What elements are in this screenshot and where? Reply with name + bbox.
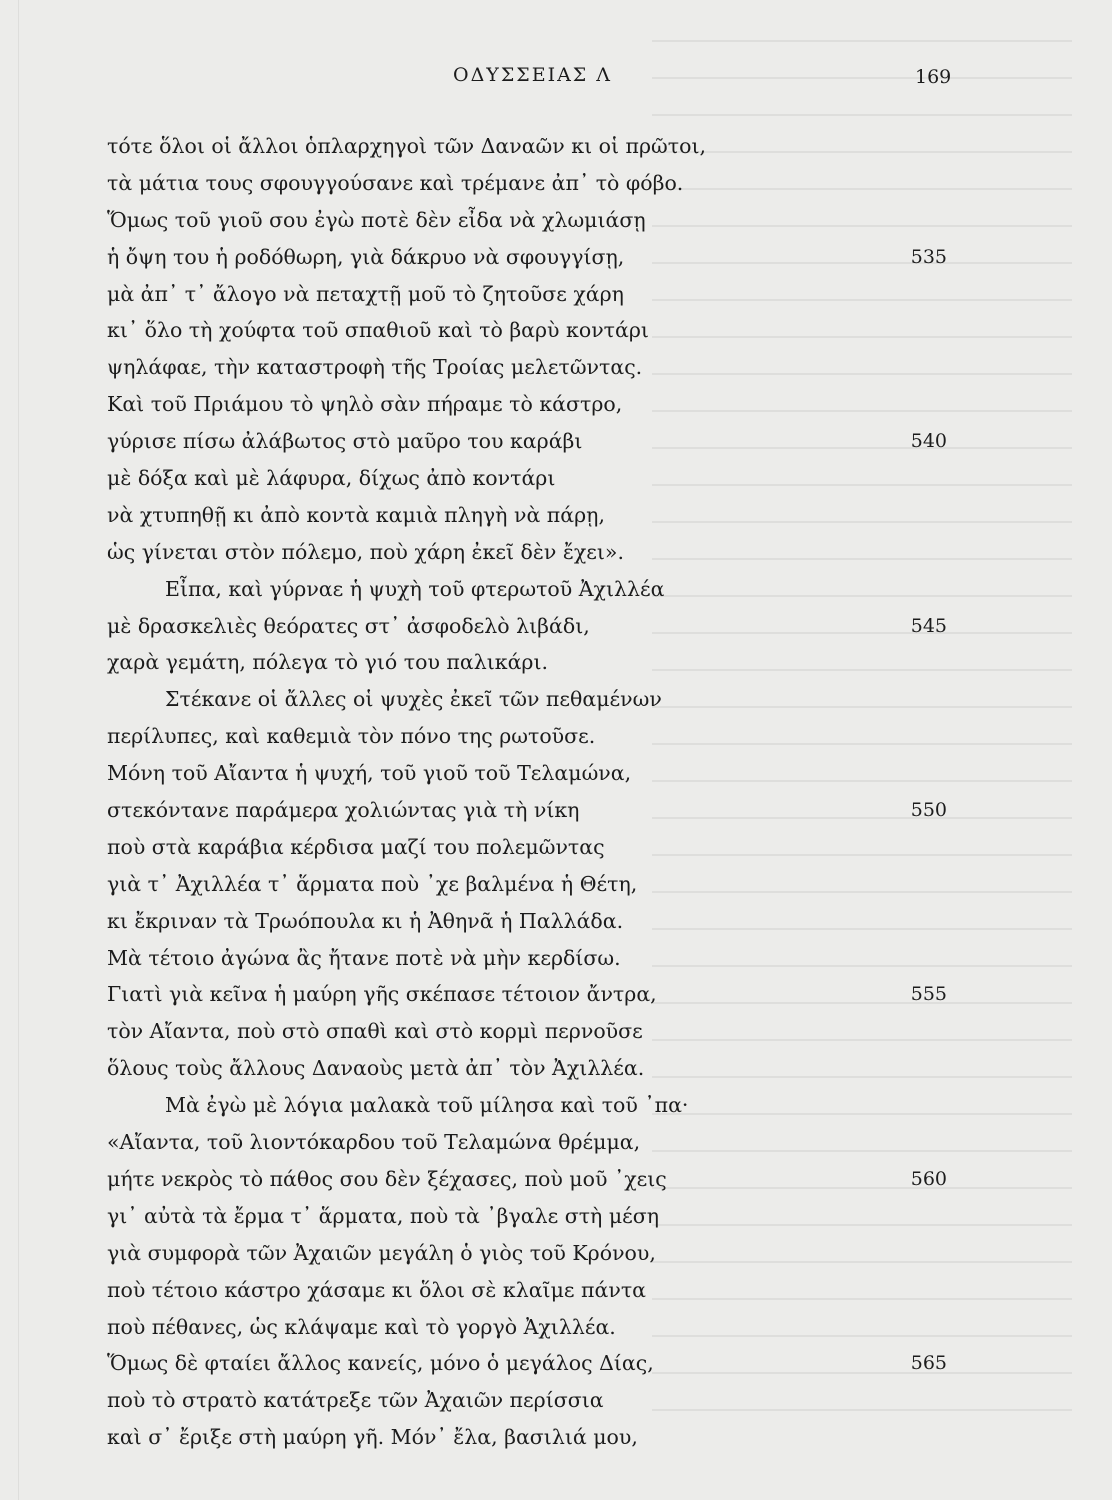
verse-text: Γιατὶ γιὰ κεῖνα ἡ μαύρη γῆς σκέπασε τέτοιον ἄντρα, <box>107 982 657 1007</box>
verse-line <box>107 497 967 534</box>
verse-line <box>107 829 967 866</box>
verse-text: Καὶ τοῦ Πριάμου τὸ ψηλὸ σὰν πήραμε τὸ κάστρο, <box>107 392 623 417</box>
verse-line <box>107 1419 967 1456</box>
verse-line <box>107 276 967 313</box>
verse-text: κι᾿ ὅλο τὴ χούφτα τοῦ σπαθιοῦ καὶ τὸ βαρὺ κοντάρι <box>107 318 649 343</box>
line-number: 565 <box>910 1352 947 1375</box>
verse-line <box>107 386 967 423</box>
verse-text: «Αἴαντα, τοῦ λιοντόκαρδου τοῦ Τελαμώνα θρέμμα, <box>107 1130 641 1155</box>
verse-line <box>107 239 967 276</box>
verse-text: Ὅμως τοῦ γιοῦ σου ἐγὼ ποτὲ δὲν εἶδα νὰ χλωμιάσῃ <box>107 207 646 232</box>
page-number: 169 <box>915 66 952 88</box>
verse-line <box>107 1013 967 1050</box>
verse-text: Μὰ τέτοιο ἀγώνα ἂς ἤτανε ποτὲ νὰ μὴν κερδίσω. <box>107 945 621 970</box>
verse-text: ὅλους τοὺς ἄλλους Δαναοὺς μετὰ ἀπ᾿ τὸν Ἀχιλλέα. <box>107 1056 645 1081</box>
verse-line <box>107 792 967 829</box>
page-gutter <box>18 0 19 1500</box>
verse-text: ποὺ στὰ καράβια κέρδισα μαζί του πολεμῶντας <box>107 834 605 859</box>
verse-line <box>107 976 967 1013</box>
verse-line <box>107 202 967 239</box>
verse-line <box>107 866 967 903</box>
line-number: 560 <box>910 1167 947 1190</box>
line-number: 535 <box>910 245 947 268</box>
verse-text: κι ἔκριναν τὰ Τρωόπουλα κι ἡ Ἀθηνᾶ ἡ Παλλάδα. <box>107 908 624 933</box>
verse-line <box>107 1382 967 1419</box>
verse-line <box>107 571 967 608</box>
verse-line <box>107 460 967 497</box>
verse-line <box>107 718 967 755</box>
verse-text: ποὺ τὸ στρατὸ κατάτρεξε τῶν Ἀχαιῶν περίσσια <box>107 1388 604 1413</box>
verse-text: μὲ δόξα καὶ μὲ λάφυρα, δίχως ἀπὸ κοντάρι <box>107 466 556 491</box>
verse-line <box>107 940 967 977</box>
verse-text: στεκόντανε παράμερα χολιώντας γιὰ τὴ νίκη <box>107 798 580 823</box>
verse-text: ποὺ τέτοιο κάστρο χάσαμε κι ὅλοι σὲ κλαῖμε πάντα <box>107 1277 647 1302</box>
verse-text: περίλυπες, καὶ καθεμιὰ τὸν πόνο της ρωτοῦσε. <box>107 724 596 749</box>
verse-text: Στέκανε οἱ ἄλλες οἱ ψυχὲς ἐκεῖ τῶν πεθαμένων <box>165 687 662 712</box>
verse-line <box>107 903 967 940</box>
verse-line <box>107 681 967 718</box>
verse-text: τὰ μάτια τους σφουγγούσανε καὶ τρέμανε ἀπ᾿ τὸ φόβο. <box>107 170 684 195</box>
verse-block <box>107 128 967 1456</box>
verse-text: Εἶπα, καὶ γύρναε ἡ ψυχὴ τοῦ φτερωτοῦ Ἀχιλλέα <box>165 576 665 601</box>
line-number: 550 <box>910 799 947 822</box>
verse-line <box>107 1050 967 1087</box>
verse-line <box>107 1161 967 1198</box>
running-title: ΟΔΥΣΣΕΙΑΣ Λ <box>453 64 612 86</box>
verse-text: γιὰ τ᾿ Ἀχιλλέα τ᾿ ἅρματα ποὺ ᾿χε βαλμένα ἡ Θέτη, <box>107 871 638 896</box>
verse-text: Μόνη τοῦ Αἴαντα ἡ ψυχή, τοῦ γιοῦ τοῦ Τελαμώνα, <box>107 761 632 786</box>
verse-text: χαρὰ γεμάτη, πόλεγα τὸ γιό του παλικάρι. <box>107 650 549 675</box>
verse-text: ποὺ πέθανες, ὡς κλάψαμε καὶ τὸ γοργὸ Ἀχιλλέα. <box>107 1314 616 1339</box>
verse-line <box>107 1087 967 1124</box>
verse-line <box>107 165 967 202</box>
verse-text: Ὅμως δὲ φταίει ἄλλος κανείς, μόνο ὁ μεγάλος Δίας, <box>107 1351 654 1376</box>
verse-text: καὶ σ᾿ ἔριξε στὴ μαύρη γῆ. Μόν᾿ ἔλα, βασιλιά μου, <box>107 1425 638 1450</box>
verse-line <box>107 1309 967 1346</box>
line-number: 545 <box>910 614 947 637</box>
verse-text: γύρισε πίσω ἀλάβωτος στὸ μαῦρο του καράβι <box>107 429 583 454</box>
line-number: 540 <box>910 430 947 453</box>
running-head <box>0 64 1112 94</box>
verse-line <box>107 1124 967 1161</box>
verse-text: γι᾿ αὐτὰ τὰ ἔρμα τ᾿ ἅρματα, ποὺ τὰ ᾿βγαλε στὴ μέση <box>107 1203 660 1228</box>
verse-text: μὰ ἀπ᾿ τ᾿ ἄλογο νὰ πεταχτῇ μοῦ τὸ ζητοῦσε χάρη <box>107 281 624 306</box>
verse-text: Μὰ ἐγὼ μὲ λόγια μαλακὰ τοῦ μίλησα καὶ τοῦ ᾿πα· <box>165 1093 689 1118</box>
verse-text: μήτε νεκρὸς τὸ πάθος σου δὲν ξέχασες, ποὺ μοῦ ᾿χεις <box>107 1166 667 1191</box>
verse-line <box>107 1235 967 1272</box>
verse-text: τὸν Αἴαντα, ποὺ στὸ σπαθὶ καὶ στὸ κορμὶ περνοῦσε <box>107 1019 643 1044</box>
verse-line <box>107 1198 967 1235</box>
verse-text: ψηλάφαε, τὴν καταστροφὴ τῆς Τροίας μελετῶντας. <box>107 355 643 380</box>
verse-text: νὰ χτυπηθῇ κι ἀπὸ κοντὰ καμιὰ πληγὴ νὰ πάρῃ, <box>107 502 605 527</box>
verse-text: μὲ δρασκελιὲς θεόρατες στ᾿ ἀσφοδελὸ λιβάδι, <box>107 613 590 638</box>
verse-text: ὡς γίνεται στὸν πόλεμο, ποὺ χάρη ἐκεῖ δὲν ἔχει». <box>107 539 624 564</box>
verse-text: ἡ ὄψη του ἡ ροδόθωρη, γιὰ δάκρυο νὰ σφουγγίσῃ, <box>107 244 625 269</box>
verse-line <box>107 1272 967 1309</box>
verse-line <box>107 312 967 349</box>
line-number: 555 <box>910 983 947 1006</box>
verse-text: τότε ὅλοι οἱ ἄλλοι ὁπλαρχηγοὶ τῶν Δαναῶν κι οἱ πρῶτοι, <box>107 134 706 158</box>
verse-line <box>107 128 967 165</box>
verse-line <box>107 1345 967 1382</box>
verse-line <box>107 423 967 460</box>
verse-line <box>107 534 967 571</box>
verse-text: γιὰ συμφορὰ τῶν Ἀχαιῶν μεγάλη ὁ γιὸς τοῦ Κρόνου, <box>107 1240 656 1265</box>
verse-line <box>107 608 967 645</box>
verse-line <box>107 349 967 386</box>
verse-line <box>107 755 967 792</box>
verse-line <box>107 644 967 681</box>
